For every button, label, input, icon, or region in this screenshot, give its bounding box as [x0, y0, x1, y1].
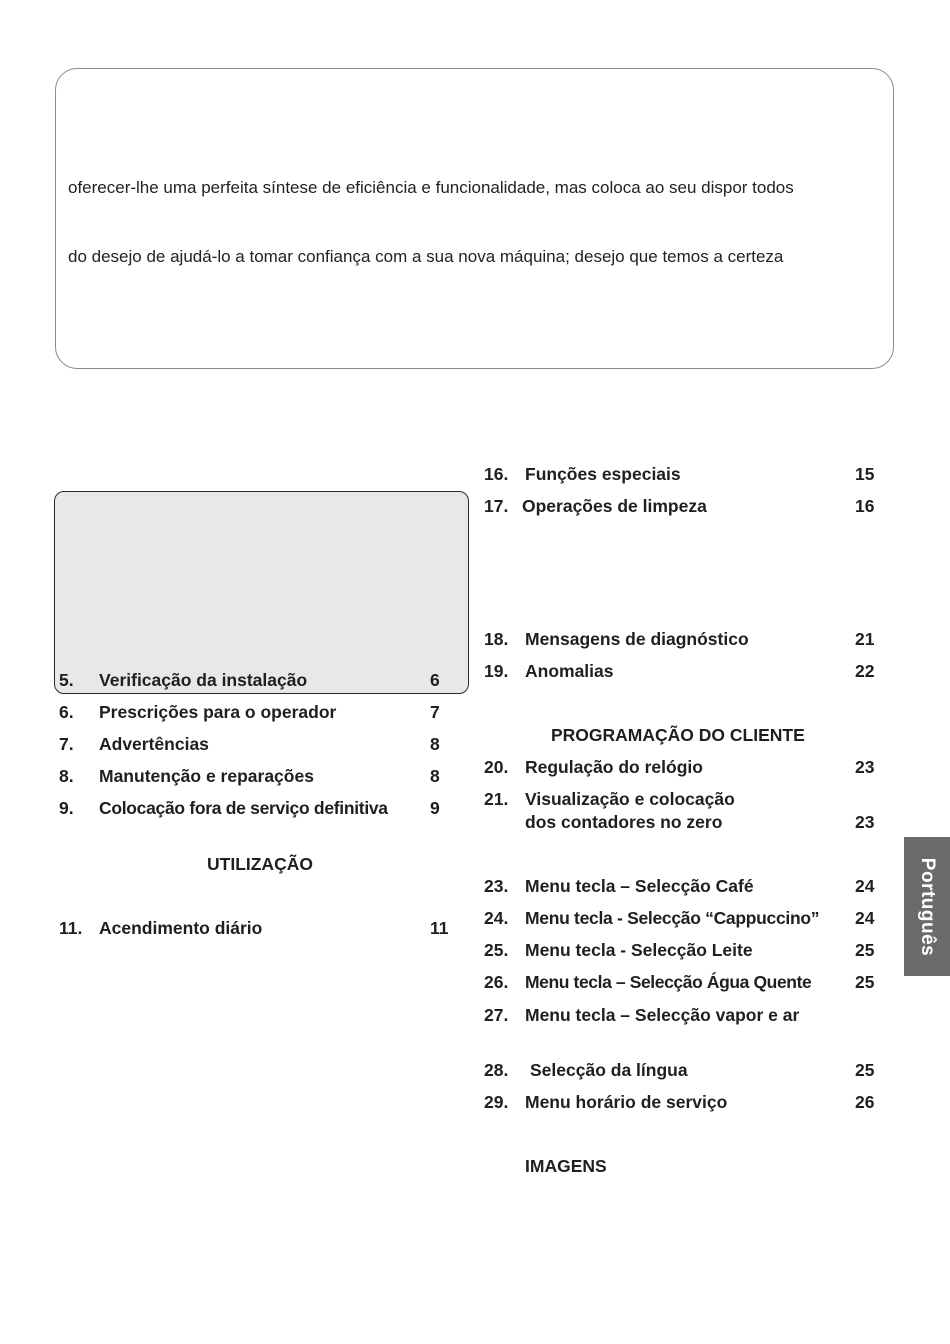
toc-number: 17. [484, 496, 509, 516]
toc-title: Menu tecla - Selecção “Cappuccino” [525, 908, 820, 928]
section-header-box [54, 491, 469, 694]
toc-title: Menu tecla – Selecção vapor e ar [525, 1005, 800, 1025]
toc-number: 6. [59, 702, 74, 722]
section-heading-imagens: IMAGENS [525, 1156, 607, 1176]
toc-number: 9. [59, 798, 74, 818]
toc-page: 9 [430, 798, 440, 818]
section-heading-programacao: PROGRAMAÇÃO DO CLIENTE [551, 725, 805, 745]
toc-page: 7 [430, 702, 440, 722]
toc-title: Anomalias [525, 661, 614, 681]
toc-number: 21. [484, 789, 509, 809]
toc-title: Menu tecla - Selecção Leite [525, 940, 753, 960]
toc-number: 5. [59, 670, 74, 690]
toc-title: Funções especiais [525, 464, 681, 484]
toc-number: 11. [59, 918, 83, 938]
toc-number: 27. [484, 1005, 509, 1025]
toc-page: 8 [430, 734, 440, 754]
toc-page: 6 [430, 670, 440, 690]
toc-page: 25 [855, 940, 875, 960]
toc-title: Advertências [99, 734, 209, 754]
toc-number: 26. [484, 972, 509, 992]
toc-number: 7. [59, 734, 74, 754]
section-heading-utilizacao: UTILIZAÇÃO [207, 854, 313, 874]
toc-page: 8 [430, 766, 440, 786]
toc-page: 23 [855, 757, 875, 777]
toc-number: 20. [484, 757, 509, 777]
toc-title: Menu horário de serviço [525, 1092, 728, 1112]
toc-title: Visualização e colocação [525, 789, 735, 809]
toc-title-continued: dos contadores no zero [525, 812, 723, 832]
toc-number: 16. [484, 464, 509, 484]
toc-page: 22 [855, 661, 875, 681]
toc-page: 24 [855, 908, 875, 928]
intro-box [55, 68, 894, 369]
language-tab[interactable] [904, 837, 950, 976]
toc-title: Verificação da instalação [99, 670, 308, 690]
intro-line-1: oferecer-lhe uma perfeita síntese de eficiência e funcionalidade, mas coloca ao seu dispor todos [68, 178, 794, 197]
toc-page: 15 [855, 464, 875, 484]
toc-number: 23. [484, 876, 509, 896]
toc-title: Operações de limpeza [522, 496, 707, 516]
toc-page: 11 [430, 918, 449, 938]
intro-line-2: do desejo de ajudá-lo a tomar confiança com a sua nova máquina; desejo que temos a certeza [68, 247, 784, 266]
toc-title: Selecção da língua [530, 1060, 688, 1080]
toc-page: 21 [855, 629, 875, 649]
toc-page: 24 [855, 876, 875, 896]
toc-title: Colocação fora de serviço definitiva [99, 798, 388, 818]
toc-page: 25 [855, 1060, 875, 1080]
toc-page: 23 [855, 812, 875, 832]
language-tab-label: Português [917, 857, 938, 956]
toc-title: Mensagens de diagnóstico [525, 629, 749, 649]
toc-number: 28. [484, 1060, 509, 1080]
toc-number: 24. [484, 908, 509, 928]
toc-title: Menu tecla – Selecção Água Quente [525, 972, 812, 992]
toc-number: 18. [484, 629, 509, 649]
toc-number: 19. [484, 661, 509, 681]
toc-title: Prescrições para o operador [99, 702, 337, 722]
toc-number: 8. [59, 766, 74, 786]
toc-page: 25 [855, 972, 875, 992]
toc-title: Manutenção e reparações [99, 766, 314, 786]
toc-page: 26 [855, 1092, 875, 1112]
toc-number: 25. [484, 940, 509, 960]
toc-title: Regulação do relógio [525, 757, 703, 777]
toc-title: Menu tecla – Selecção Café [525, 876, 754, 896]
toc-title: Acendimento diário [99, 918, 263, 938]
toc-page: 16 [855, 496, 875, 516]
toc-number: 29. [484, 1092, 509, 1112]
